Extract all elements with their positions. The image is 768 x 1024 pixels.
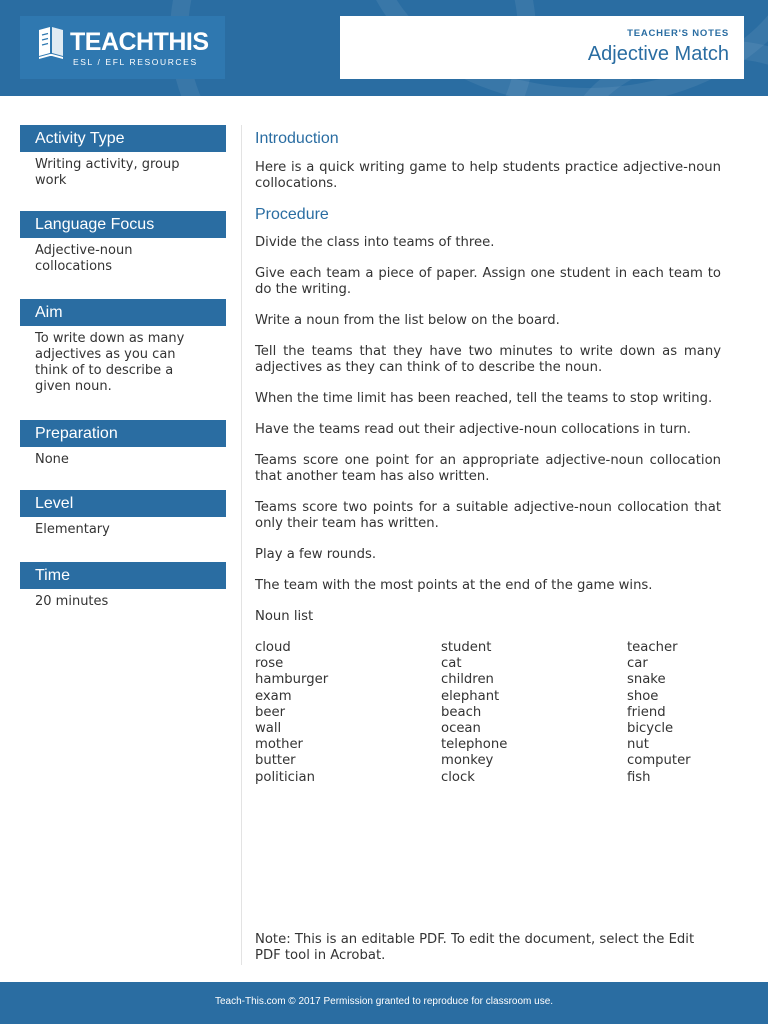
noun-item: friend [627, 704, 666, 720]
introduction-heading: Introduction [255, 130, 339, 147]
procedure-step: The team with the most points at the end of the game wins. [255, 578, 653, 593]
noun-item: cat [441, 656, 462, 672]
procedure-step: Teams score two points for a suitable adjective-noun collocation that only their team has written. [255, 500, 721, 531]
copyright-text: Teach-This.com © 2017 Permission granted to reproduce for classroom use. [214, 996, 554, 1007]
main-content [255, 129, 721, 786]
procedure-step: Play a few rounds. [255, 547, 377, 562]
info-heading: Aim [20, 299, 226, 326]
noun-item: student [441, 640, 492, 655]
noun-item: bicycle [627, 721, 674, 737]
noun-column [441, 640, 627, 786]
noun-item: mother [255, 737, 303, 753]
info-block-language-focus [20, 211, 226, 299]
info-heading: Language Focus [20, 211, 226, 238]
info-block-level [20, 490, 226, 562]
introduction-text: Here is a quick writing game to help students practice adjective-noun collocations. [255, 160, 721, 191]
noun-item: monkey [441, 753, 494, 769]
info-value: None [35, 452, 69, 467]
noun-item: politician [255, 769, 315, 785]
editable-pdf-note: Note: This is an editable PDF. To edit the document, select the Edit PDF tool in Acrobat. [255, 932, 695, 963]
logo-title: TEACHTHIS [70, 28, 209, 56]
noun-list [255, 640, 721, 786]
info-heading: Time [20, 562, 226, 589]
procedure-step: Have the teams read out their adjective-noun collocations in turn. [255, 422, 691, 437]
noun-item: hamburger [255, 672, 329, 688]
info-block-time [20, 562, 226, 622]
info-block-aim [20, 299, 226, 420]
noun-item: wall [255, 721, 282, 737]
brand-logo [20, 16, 225, 79]
info-block-preparation [20, 420, 226, 490]
noun-item: rose [255, 656, 284, 672]
noun-item: telephone [441, 737, 508, 753]
info-value: 20 minutes [35, 594, 109, 609]
info-value: Adjective-noun collocations [35, 243, 133, 274]
noun-item: elephant [441, 688, 500, 704]
noun-item: clock [441, 769, 475, 785]
column-divider [241, 125, 242, 965]
noun-list-label: Noun list [255, 609, 314, 624]
logo-subtitle: ESL / EFL RESOURCES [73, 57, 198, 67]
noun-item: cloud [255, 640, 291, 655]
noun-item: fish [627, 769, 651, 785]
noun-item: children [441, 672, 494, 688]
noun-item: car [627, 656, 648, 672]
noun-item: teacher [627, 640, 678, 655]
info-sidebar [20, 125, 226, 622]
procedure-step: Divide the class into teams of three. [255, 235, 495, 250]
noun-item: nut [627, 737, 649, 753]
procedure-step: Give each team a piece of paper. Assign one student in each team to do the writing. [255, 266, 721, 297]
noun-item: butter [255, 753, 296, 769]
noun-column [255, 640, 441, 786]
info-heading: Preparation [20, 420, 226, 447]
procedure-step: Write a noun from the list below on the board. [255, 313, 560, 328]
noun-item: beer [255, 704, 286, 720]
procedure-step: Tell the teams that they have two minutes to write down as many adjectives as they can think of to describe the noun. [255, 344, 721, 375]
procedure-heading: Procedure [255, 206, 329, 223]
noun-item: ocean [441, 721, 481, 737]
info-heading: Level [20, 490, 226, 517]
noun-item: beach [441, 704, 482, 720]
page-title: Adjective Match [587, 43, 729, 65]
info-value: Elementary [35, 522, 110, 537]
page-footer [0, 982, 768, 1024]
notes-label: TEACHER'S NOTES [627, 28, 729, 39]
noun-column [627, 640, 721, 786]
noun-item: shoe [627, 688, 659, 704]
title-panel [340, 16, 744, 79]
info-heading: Activity Type [20, 125, 226, 152]
procedure-step: Teams score one point for an appropriate adjective-noun collocation that another team has also written. [255, 453, 721, 484]
noun-item: snake [627, 672, 666, 688]
book-icon [36, 26, 66, 64]
info-value: Writing activity, group work [35, 157, 180, 188]
noun-item: computer [627, 753, 691, 769]
procedure-step: When the time limit has been reached, tell the teams to stop writing. [255, 391, 713, 406]
info-block-activity-type [20, 125, 226, 211]
page-header [0, 0, 768, 96]
info-value: To write down as many adjectives as you can think of to describe a given noun. [35, 331, 185, 394]
noun-item: exam [255, 688, 292, 704]
